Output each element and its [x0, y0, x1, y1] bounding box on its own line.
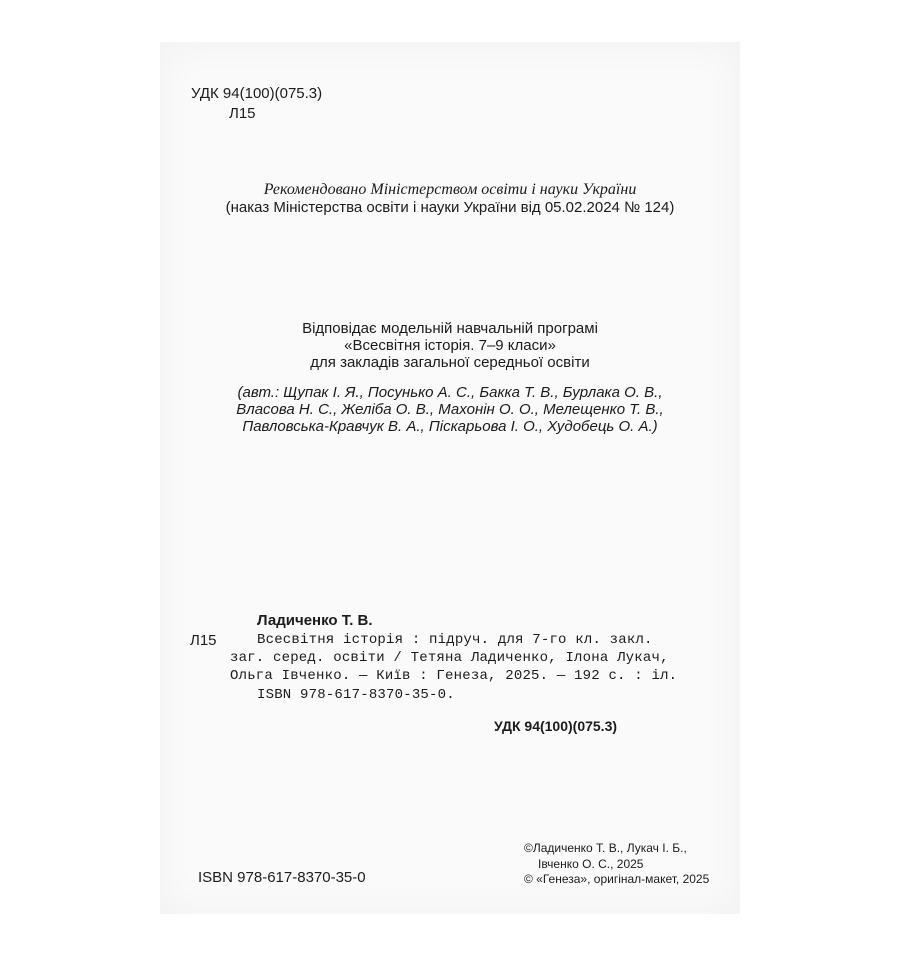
catalog-isbn: ISBN 978-617-8370-35-0. [257, 687, 455, 703]
copyright-line-1: ©Ладиченко Т. В., Лукач І. Б., [524, 841, 687, 855]
recommendation-line: Рекомендовано Міністерством освіти і науки України [263, 181, 637, 198]
program-line-2: «Всесвітня історія. 7–9 класи» [344, 337, 556, 354]
catalog-line-3: Ольга Івченко. — Київ : Генеза, 2025. — 192 с. : іл. [230, 668, 678, 684]
copyright-line-2: Івченко О. С., 2025 [538, 857, 644, 871]
catalog-udk: УДК 94(100)(075.3) [494, 718, 618, 734]
program-line-3: для закладів загальної середньої освіти [310, 354, 590, 371]
catalog-author: Ладиченко Т. В. [257, 612, 373, 629]
program-authors-line-1: (авт.: Щупак І. Я., Посунько А. С., Бакка Т. В., Бурлака О. В., [237, 384, 663, 401]
catalog-line-1: Всесвітня історія : підруч. для 7-го кл. закл. [257, 632, 653, 648]
isbn-bottom: ISBN 978-617-8370-35-0 [198, 869, 366, 886]
copyright-line-3: © «Генеза», оригінал-макет, 2025 [524, 872, 710, 886]
book-page [160, 42, 740, 914]
catalog-author-mark: Л15 [190, 632, 217, 649]
program-line-1: Відповідає модельній навчальній програмі [302, 320, 598, 337]
catalog-line-2: заг. серед. освіти / Тетяна Ладиченко, Ілона Лукач, [230, 650, 669, 666]
udk-code-top: УДК 94(100)(075.3) [191, 85, 323, 102]
author-mark-top: Л15 [229, 105, 256, 122]
program-authors-line-2: Власова Н. С., Желіба О. В., Махонін О. О., Мелещенко Т. В., [236, 401, 664, 418]
recommendation-order: (наказ Міністерства освіти і науки України від 05.02.2024 № 124) [225, 199, 675, 216]
program-authors-line-3: Павловська-Кравчук В. А., Піскарьова І. О., Худобець О. А.) [242, 418, 658, 435]
